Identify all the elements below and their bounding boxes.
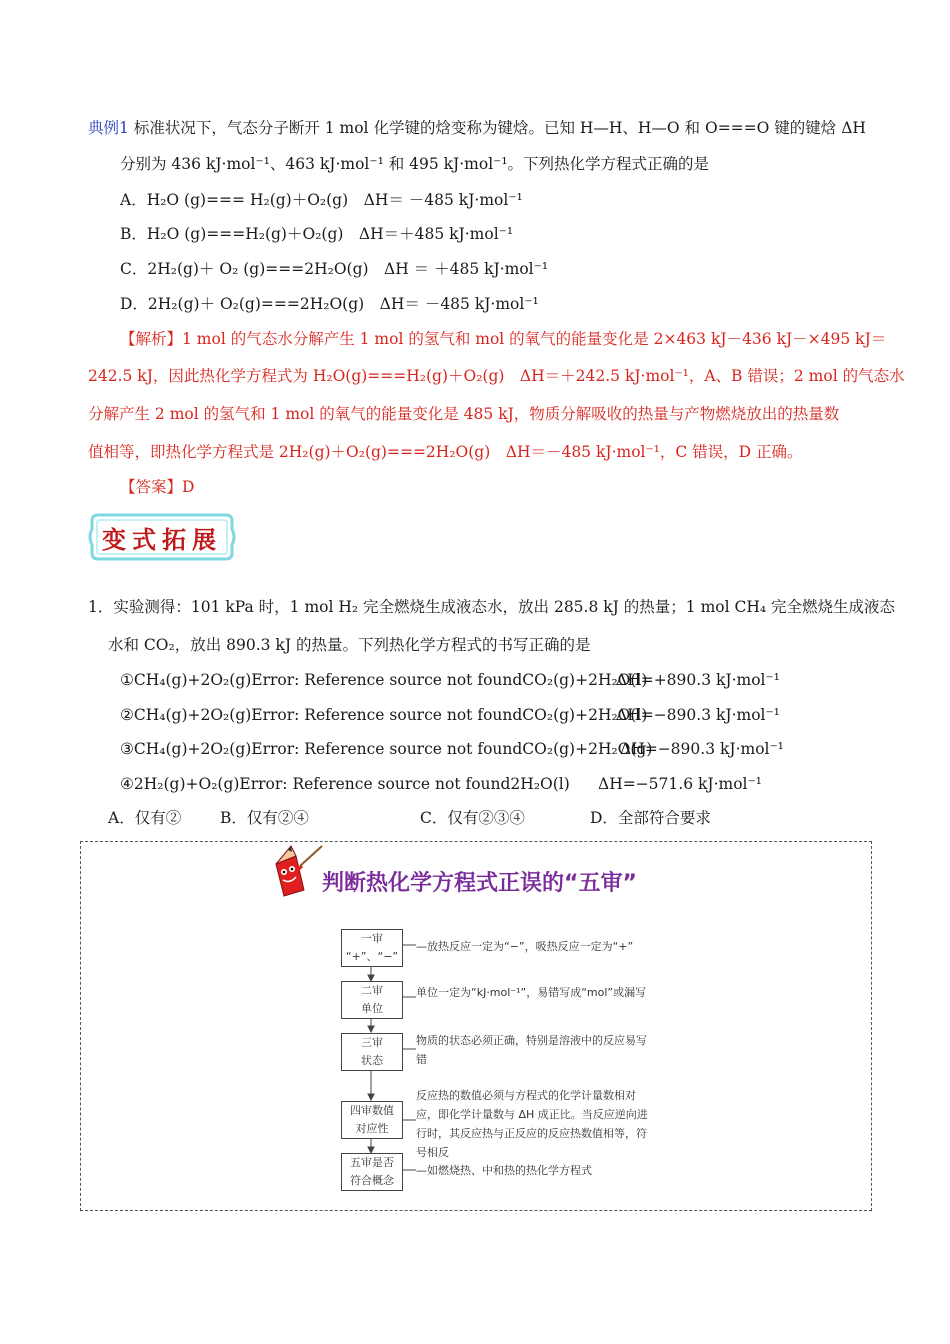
step5-label: 五审是否 [350,1156,394,1169]
equation-1-dh: ΔH=+890.3 kJ·mol⁻¹ [616,671,780,689]
example-stem-line1 [88,118,866,138]
step3-box [341,1033,403,1071]
choice-b: B．仅有②④ [220,809,309,827]
choice-a: A．仅有② [108,809,182,827]
exercise-line2: 水和 CO₂，放出 890.3 kJ 的热量。下列热化学方程式的书写正确的是 [108,636,591,654]
choice-c: C．仅有②③④ [420,809,525,827]
step4-sub: 对应性 [355,1122,389,1135]
equation-text: ①CH₄(g)+2O₂(g)Error: Reference source not foundCO₂(g)+2H₂O(l) [120,671,648,689]
option-a: A．H₂O (g)=== H₂(g)＋O₂(g) ΔH＝ －485 kJ·mol⁻¹ [120,191,523,209]
answer: 【答案】D [120,478,195,496]
step2-label: 二审 [361,984,383,997]
pencil-icon [266,842,324,900]
badge-text: 变式拓展 [102,524,222,554]
equation-4 [120,774,570,794]
step5-box [341,1153,403,1191]
equation-4-dh: ΔH=−571.6 kJ·mol⁻¹ [598,775,762,793]
analysis-line4: 值相等，即热化学方程式是 2H₂(g)＋O₂(g)===2H₂O(g) ΔH＝－485 kJ·mol⁻¹，C 错误，D 正确。 [88,443,803,461]
variation-badge [88,511,236,563]
analysis-line3: 分解产生 2 mol 的氢气和 1 mol 的氧气的能量变化是 485 kJ，物质分解吸收的热量与产物燃烧放出的热量数 [88,405,840,423]
equation-1 [120,670,647,690]
equation-3 [120,739,652,759]
analysis-line1: 【解析】1 mol 的气态水分解产生 1 mol 的氢气和 mol 的氧气的能量变化是 2×463 kJ－436 kJ－×495 kJ＝ [120,330,887,348]
step4-box [341,1101,403,1139]
step1-box [341,929,403,967]
equation-2-dh: ΔH=−890.3 kJ·mol⁻¹ [616,706,780,724]
example-tag: 典例1 [88,119,129,137]
step5-sub: 符合概念 [350,1174,394,1187]
option-b: B．H₂O (g)===H₂(g)＋O₂(g) ΔH＝＋485 kJ·mol⁻¹ [120,225,514,243]
step2-box [341,981,403,1019]
equation-3-dh: ΔH=−890.3 kJ·mol⁻¹ [620,740,784,758]
step3-desc: 物质的状态必须正确，特别是溶液中的反应易写错 [416,1034,647,1066]
option-c: C．2H₂(g)＋ O₂ (g)===2H₂O(g) ΔH ＝ ＋485 kJ·mol⁻¹ [120,260,549,278]
step5-desc: —如燃烧热、中和热的热化学方程式 [416,1164,592,1177]
step2-sub: 单位 [361,1002,383,1015]
step3-sub: 状态 [361,1054,383,1067]
step2-desc: 单位一定为“kJ·mol⁻¹”，易错写成“mol”或漏写 [416,986,647,999]
step4-desc: 反应热的数值必须与方程式的化学计量数相对应，即化学计量数与 ΔH 成正比。当反应逆向进行时，其反应热与正反应的反应热数值相等，符号相反 [416,1089,648,1159]
step4-label: 四审数值 [350,1104,394,1117]
exercise-line1: 1．实验测得：101 kPa 时，1 mol H₂ 完全燃烧生成液态水，放出 285.8 kJ 的热量；1 mol CH₄ 完全燃烧生成液态 [88,598,896,616]
example-stem-text: 标准状况下，气态分子断开 1 mol 化学键的焓变称为键焓。已知 H—H、H—O 和 O===O 键的键焓 ΔH [133,119,866,137]
analysis-line2: 242.5 kJ，因此热化学方程式为 H₂O(g)===H₂(g)＋O₂(g) ΔH＝＋242.5 kJ·mol⁻¹，A、B 错误；2 mol 的气态水 [88,367,905,385]
step1-label: 一审 [361,932,383,945]
equation-text: ③CH₄(g)+2O₂(g)Error: Reference source not foundCO₂(g)+2H₂O(g) [120,740,653,758]
choice-d: D．全部符合要求 [590,809,711,827]
equation-text: ④2H₂(g)+O₂(g)Error: Reference source not found2H₂O(l) [120,775,570,793]
step1-sub: “+”、“−” [345,950,399,963]
equation-text: ②CH₄(g)+2O₂(g)Error: Reference source not foundCO₂(g)+2H₂O(l) [120,706,648,724]
step3-label: 三审 [361,1036,383,1049]
equation-2 [120,705,647,725]
step1-desc: —放热反应一定为“−”，吸热反应一定为“+” [416,940,634,953]
option-d: D．2H₂(g)＋ O₂(g)===2H₂O(g) ΔH＝ －485 kJ·mol⁻¹ [120,295,539,313]
example-stem-line2: 分别为 436 kJ·mol⁻¹、463 kJ·mol⁻¹ 和 495 kJ·mol⁻¹。下列热化学方程式正确的是 [120,155,710,173]
tip-title: 判断热化学方程式正误的“五审” [322,871,637,896]
